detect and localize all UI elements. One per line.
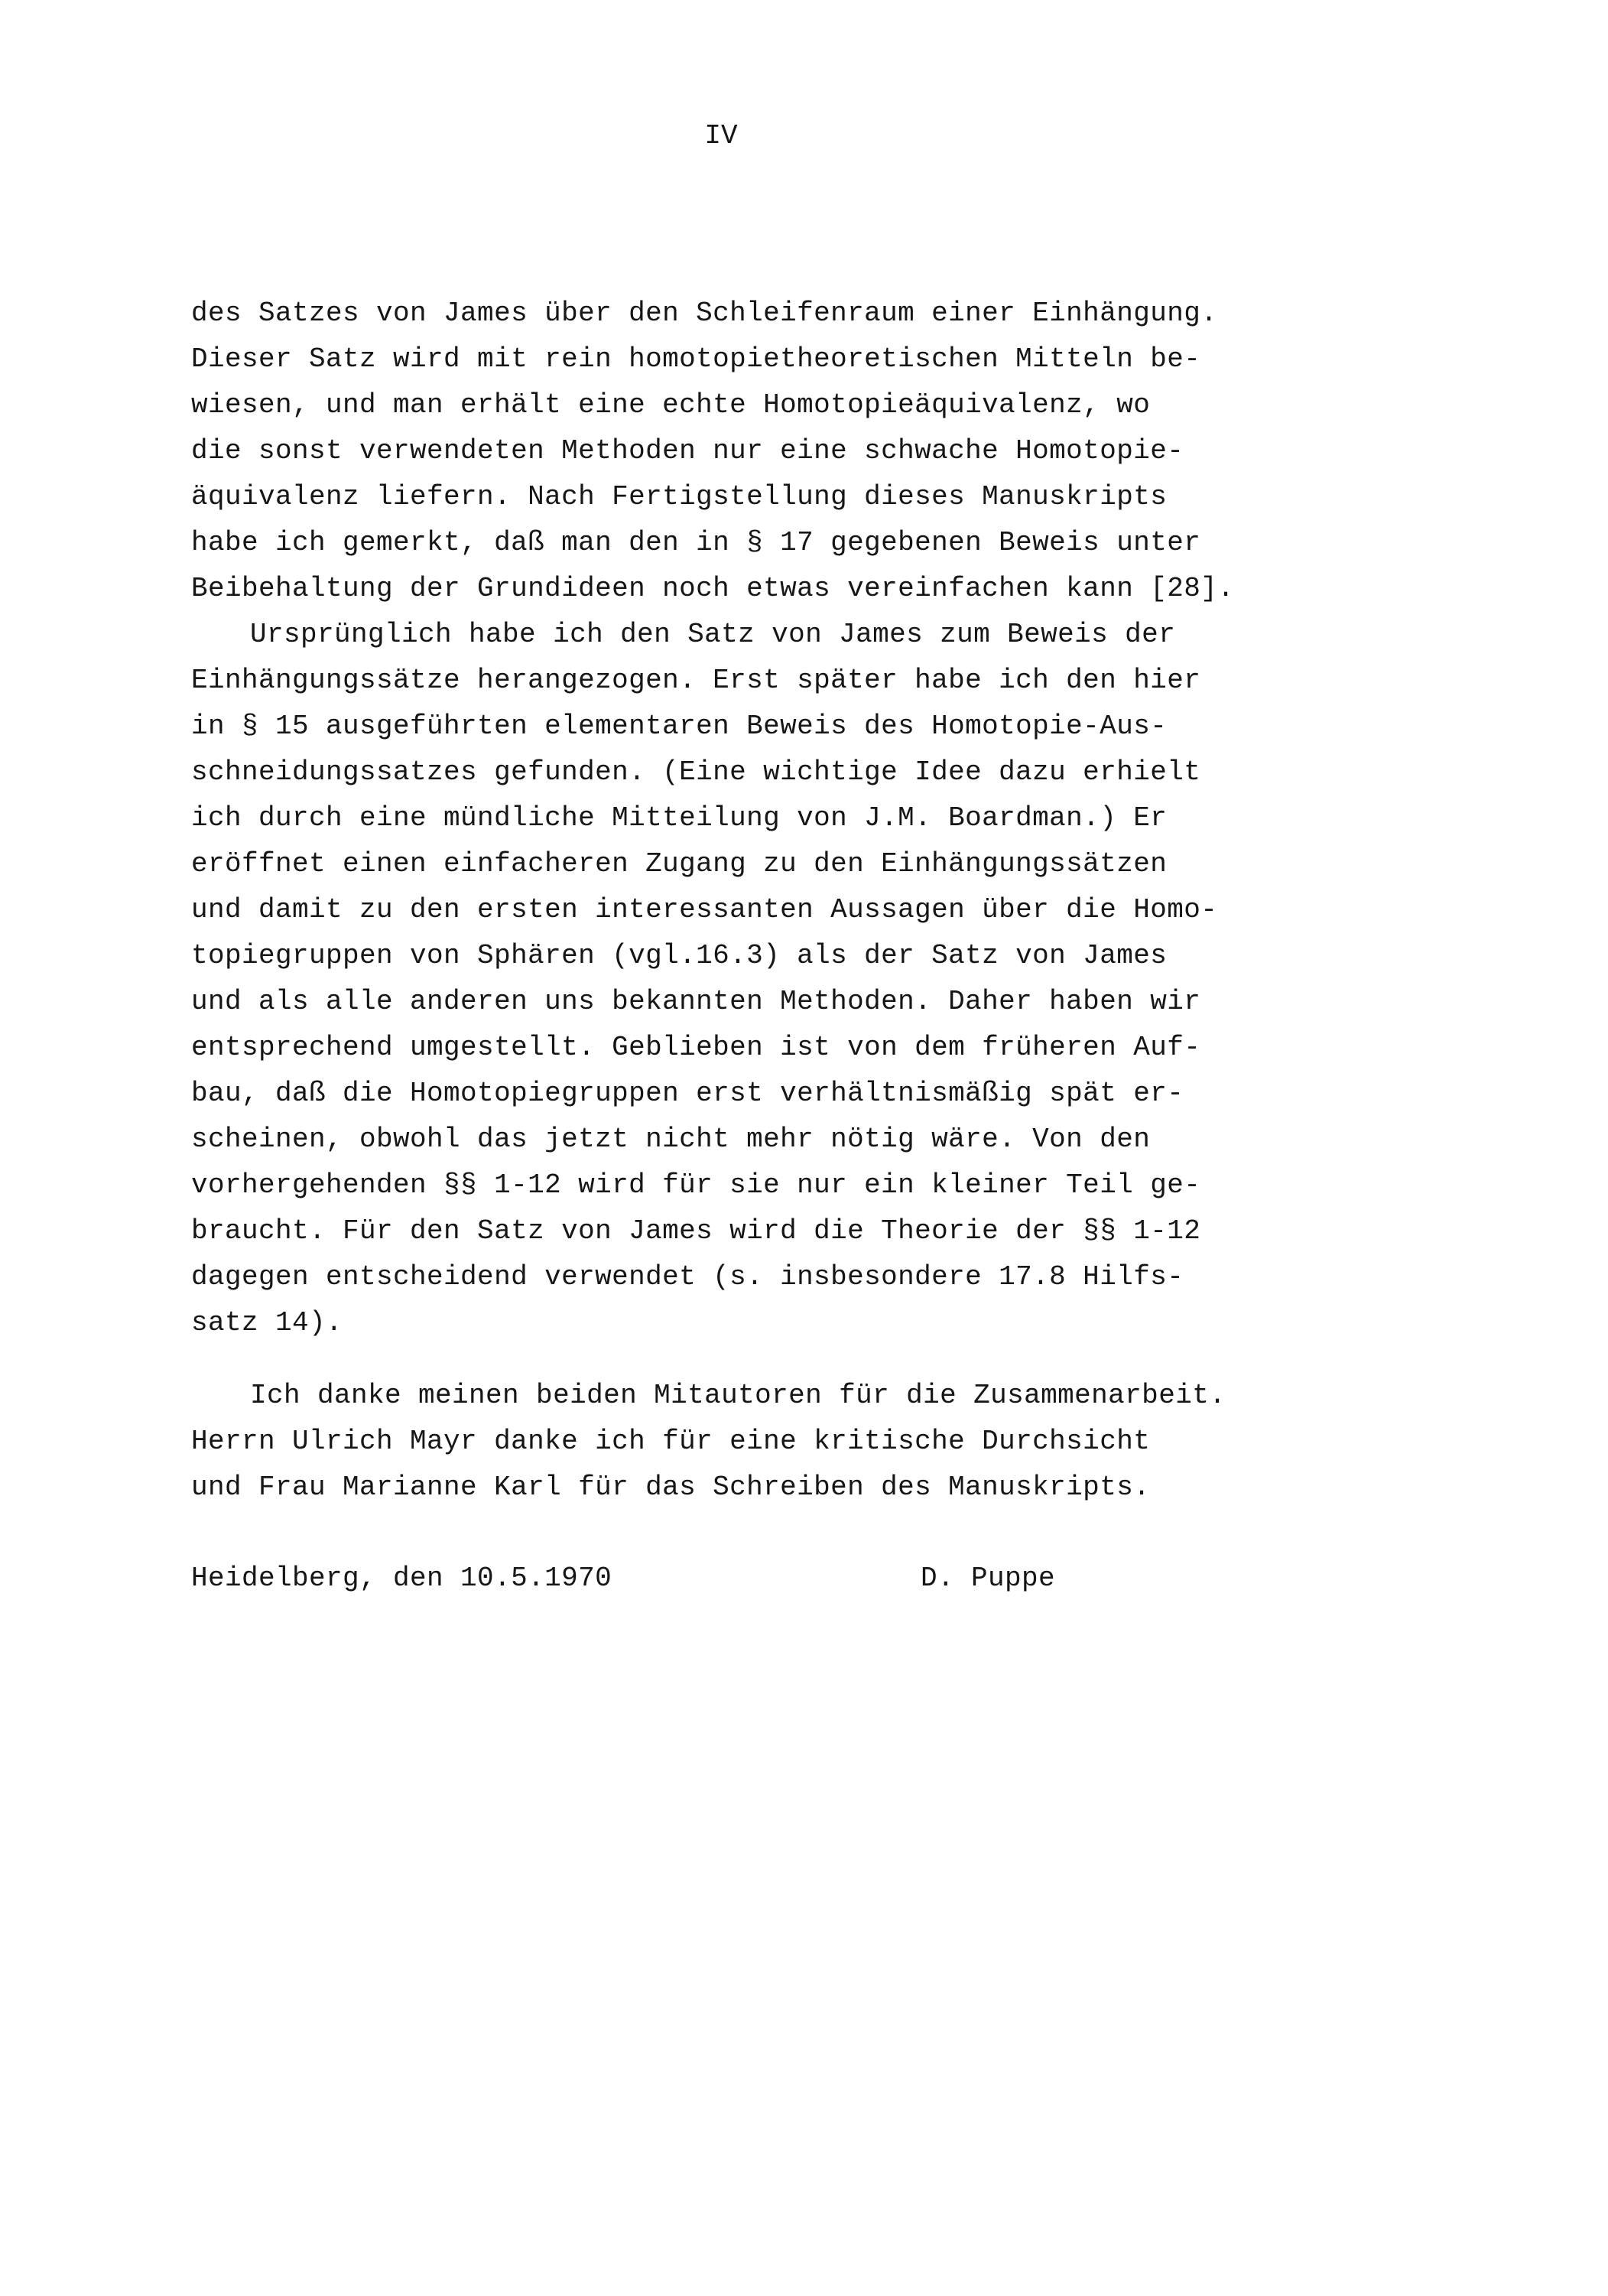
- text-line: des Satzes von James über den Schleifenraum einer Einhängung.: [191, 298, 1218, 329]
- text-line: Dieser Satz wird mit rein homotopietheoretischen Mitteln be-: [191, 343, 1201, 375]
- paragraph-acknowledgements: [191, 1373, 1415, 1511]
- text-line: Ich danke meinen beiden Mitautoren für die Zusammenarbeit.: [250, 1380, 1226, 1411]
- text-line: äquivalenz liefern. Nach Fertigstellung dieses Manuskripts: [191, 481, 1168, 512]
- signature-line: [191, 1556, 1415, 1602]
- text-line: und Frau Marianne Karl für das Schreiben des Manuskripts.: [191, 1472, 1151, 1503]
- page-number: IV: [704, 120, 738, 151]
- text-line: habe ich gemerkt, daß man den in § 17 gegebenen Beweis unter: [191, 527, 1201, 558]
- text-line: eröffnet einen einfacheren Zugang zu den Einhängungssätzen: [191, 848, 1168, 880]
- text-line: entsprechend umgestellt. Geblieben ist von dem früheren Auf-: [191, 1032, 1201, 1063]
- text-line: wiesen, und man erhält eine echte Homotopieäquivalenz, wo: [191, 389, 1151, 421]
- text-line: Einhängungssätze herangezogen. Erst später habe ich den hier: [191, 665, 1201, 696]
- text-line: scheinen, obwohl das jetzt nicht mehr nötig wäre. Von den: [191, 1124, 1151, 1155]
- text-line: Beibehaltung der Grundideen noch etwas vereinfachen kann [28].: [191, 573, 1235, 604]
- text-line: vorhergehenden §§ 1-12 wird für sie nur ein kleiner Teil ge-: [191, 1169, 1201, 1201]
- place-and-date: Heidelberg, den 10.5.1970: [191, 1563, 612, 1594]
- text-line: die sonst verwendeten Methoden nur eine schwache Homotopie-: [191, 435, 1184, 467]
- text-line: ich durch eine mündliche Mitteilung von J.M. Boardman.) Er: [191, 802, 1168, 834]
- text-line: braucht. Für den Satz von James wird die Theorie der §§ 1-12: [191, 1215, 1201, 1247]
- text-line: topiegruppen von Sphären (vgl.16.3) als der Satz von James: [191, 940, 1168, 971]
- text-line: satz 14).: [191, 1307, 343, 1338]
- text-line: bau, daß die Homotopiegruppen erst verhältnismäßig spät er-: [191, 1078, 1184, 1109]
- text-line: Herrn Ulrich Mayr danke ich für eine kritische Durchsicht: [191, 1426, 1151, 1457]
- author-name: D. Puppe: [921, 1563, 1056, 1594]
- text-line: und damit zu den ersten interessanten Aussagen über die Homo-: [191, 894, 1218, 925]
- text-line: und als alle anderen uns bekannten Methoden. Daher haben wir: [191, 986, 1201, 1017]
- text-line: in § 15 ausgeführten elementaren Beweis des Homotopie-Aus-: [191, 711, 1168, 742]
- text-line: dagegen entscheidend verwendet (s. insbesondere 17.8 Hilfs-: [191, 1261, 1184, 1293]
- text-line: Ursprünglich habe ich den Satz von James zum Beweis der: [250, 619, 1176, 650]
- paragraph-james-theorem: [191, 291, 1415, 612]
- text-line: schneidungssatzes gefunden. (Eine wichtige Idee dazu erhielt: [191, 756, 1201, 788]
- paragraph-history: [191, 612, 1415, 1392]
